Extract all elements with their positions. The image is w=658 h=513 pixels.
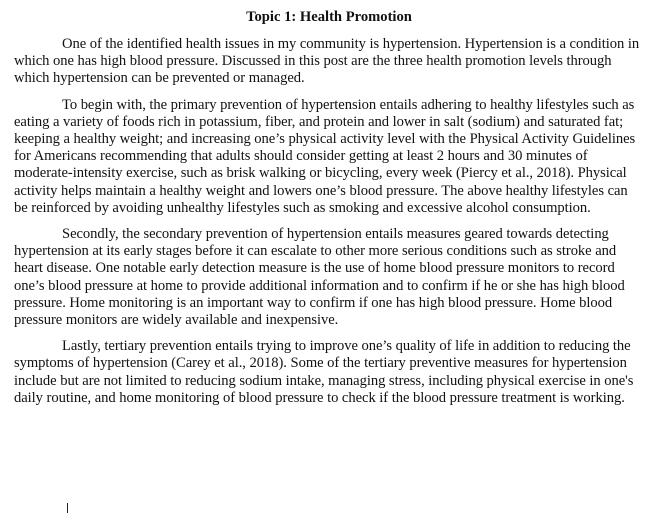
document-page (14, 8, 644, 416)
text-cursor (67, 503, 68, 513)
paragraph-secondary-prevention: Secondly, the secondary prevention of hypertension entails measures geared towards detecting hypertension at its early stages before it can escalate to other more serious conditions such as stroke and heart disease. One notable early detection measure is the use of home blood pressure monitors to record one’s blood pressure at home to provide additional information and to confirm if he or she has high blood pressure. Home monitoring is an important way to confirm if one has high blood pressure. Home blood pressure monitors are widely available and inexpensive. (14, 226, 625, 329)
document-title: Topic 1: Health Promotion (246, 9, 412, 25)
paragraph-tertiary-prevention: Lastly, tertiary prevention entails trying to improve one’s quality of life in addition to reducing the symptoms of hypertension (Carey et al., 2018). Some of the tertiary preventive measures for hypertension include but are not limited to reducing sodium intake, managing stress, including physical exercise in one's daily routine, and home monitoring of blood pressure to check if the blood pressure treatment is working. (14, 338, 634, 406)
paragraph-introduction: One of the identified health issues in my community is hypertension. Hypertension is a condition in which one has high blood pressure. Discussed in this post are the three health promotion levels through which hypertension can be prevented or managed. (14, 36, 640, 87)
paragraph-primary-prevention: To begin with, the primary prevention of hypertension entails adhering to healthy lifestyles such as eating a variety of foods rich in potassium, fiber, and protein and lower in salt (sodium) and saturated fat; keeping a healthy weight; and increasing one’s physical activity level with the Physical Activity Guidelines for Americans recommending that adults should consider getting at least 2 hours and 30 minutes of moderate-intensity exercise, such as brisk walking or bicycling, every week (Piercy et al., 2018). Physical activity helps maintain a healthy weight and lowers one’s blood pressure. The above healthy lifestyles can be reinforced by avoiding unhealthy lifestyles such as smoking and excessive alcohol consumption. (14, 96, 636, 216)
